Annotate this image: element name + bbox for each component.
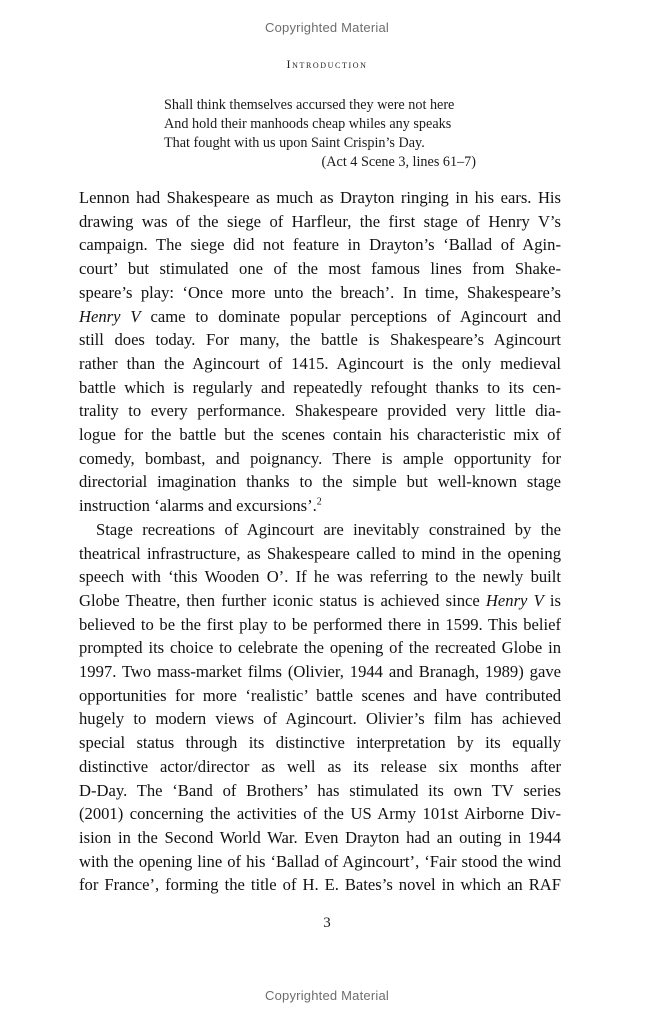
watermark-bottom: Copyrighted Material (265, 988, 389, 1003)
text-line (79, 589, 561, 613)
text-line: still does today. For many, the battle is Shakespeare’s Agincourt (79, 330, 561, 350)
italic-title: Henry V (485, 590, 544, 610)
text-line: with the opening line of his ‘Ballad of Agincourt’, ‘Fair stood the wind (79, 851, 561, 871)
text-line: special status through its distinctive interpretation by its equally (79, 733, 561, 753)
text-fragment: came to dominate popular perceptions of Agincourt and (150, 306, 561, 326)
text-line: (2001) concerning the activities of the US Army 101st Airborne Div- (79, 804, 561, 824)
page-number: 3 (323, 915, 331, 931)
verse-citation: (Act 4 Scene 3, lines 61–7) (321, 154, 476, 170)
text-line: theatrical infrastructure, as Shakespeare called to mind in the opening (79, 543, 561, 563)
text-line: directorial imagination thanks to the simple but well-known stage (79, 472, 561, 492)
text-line: distinctive actor/director as well as its release six months after (79, 756, 561, 776)
text-line: court’ but stimulated one of the most famous lines from Shake- (79, 259, 561, 279)
text-line: opportunities for more ‘realistic’ battle scenes and have contributed (79, 685, 561, 705)
text-fragment: Globe Theatre, then further iconic status is achieved since (79, 590, 480, 610)
text-line: campaign. The siege did not feature in Drayton’s ‘Ballad of Agin- (79, 235, 561, 255)
verse-line: Shall think themselves accursed they were not here (164, 97, 455, 113)
body-text (79, 186, 561, 897)
text-line: drawing was of the siege of Harfleur, the first stage of Henry V’s (79, 211, 561, 231)
verse-quotation (164, 96, 484, 172)
text-line: battle which is regularly and repeatedly refought thanks to its cen- (79, 377, 561, 397)
text-line: prompted its choice to celebrate the opening of the recreated Globe in (79, 638, 561, 658)
text-fragment: instruction ‘alarms and excursions’. (79, 496, 317, 516)
verse-line: That fought with us upon Saint Crispin’s Day. (164, 135, 425, 151)
text-line: ision in the Second World War. Even Drayton had an outing in 1944 (79, 827, 561, 847)
text-line: rather than the Agincourt of 1415. Agincourt is the only medieval (79, 353, 561, 373)
watermark-top: Copyrighted Material (265, 20, 389, 35)
text-line: for France’, forming the title of H. E. Bates’s novel in which an RAF (79, 875, 561, 895)
verse-line: And hold their manhoods cheap whiles any speaks (164, 116, 452, 132)
italic-title: Henry V (79, 306, 141, 326)
text-line: logue for the battle but the scenes contain his characteristic mix of (79, 425, 561, 445)
text-line (79, 305, 561, 329)
text-line: Stage recreations of Agincourt are inevitably constrained by the (96, 519, 561, 539)
text-line: believed to be the first play to be performed there in 1599. This belief (79, 614, 561, 634)
running-head: Introduction (286, 57, 368, 71)
text-line: trality to every performance. Shakespeare provided very little dia- (79, 401, 561, 421)
text-line: D-Day. The ‘Band of Brothers’ has stimulated its own TV series (79, 780, 561, 800)
text-line: speare’s play: ‘Once more unto the breach’. In time, Shakespeare’s (79, 282, 561, 302)
text-line: Lennon had Shakespeare as much as Drayton ringing in his ears. His (79, 188, 561, 207)
text-line: comedy, bombast, and poignancy. There is ample opportunity for (79, 448, 561, 468)
text-fragment: is (549, 590, 561, 610)
footnote-reference[interactable]: 2 (316, 496, 322, 508)
text-line: 1997. Two mass-market films (Olivier, 1944 and Branagh, 1989) gave (79, 662, 561, 682)
text-line: hugely to modern views of Agincourt. Olivier’s film has achieved (79, 709, 561, 729)
text-line (79, 494, 561, 518)
text-line: speech with ‘this Wooden O’. If he was referring to the newly built (79, 567, 561, 587)
